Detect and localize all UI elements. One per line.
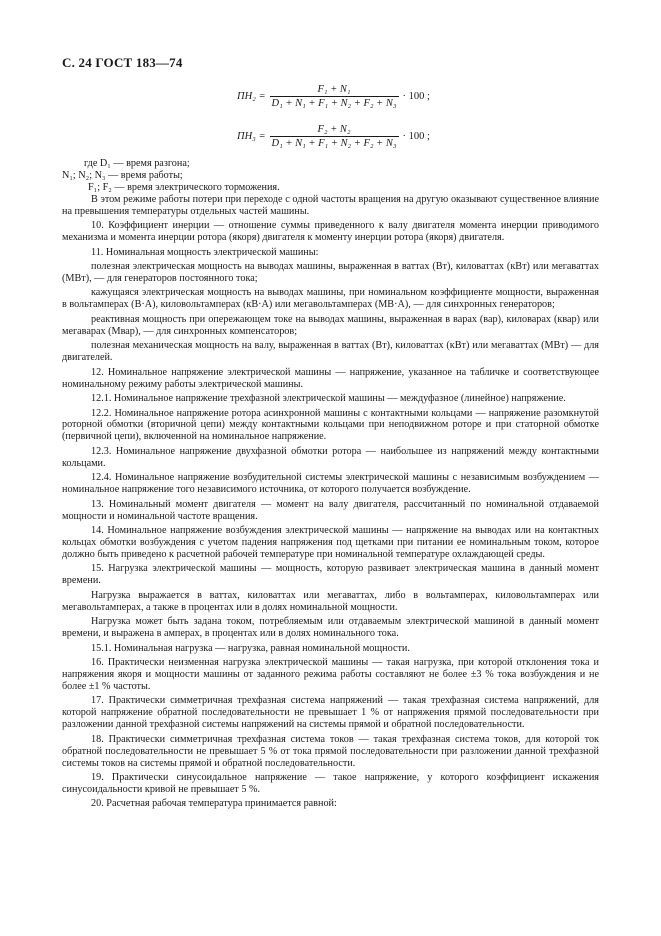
where-block	[62, 158, 599, 194]
paragraph: Нагрузка выражается в ваттах, киловаттах или мегаваттах, либо в вольтамперах, киловольтамперах или мегавольтамперах, а также в процентах или в долях номинальной мощности.	[62, 589, 599, 613]
paragraph: 12.2. Номинальное напряжение ротора асинхронной машины с контактными кольцами — напряжение разомкнутой роторной обмотки (вторичной цепи) между контактными кольцами при неподвижном роторе и при статорной обмотке (первичной цепи), включенной на номинальное напряжение.	[62, 407, 599, 443]
formula-fraction	[270, 84, 399, 109]
paragraph: 12.4. Номинальное напряжение возбудительной системы электрической машины с независимым возбуждением — номинальное напряжение того независимого источника, от которого получается возбуждение.	[62, 472, 599, 496]
where-line: где D₁ — время разгона;	[84, 158, 190, 169]
document-body	[62, 158, 599, 813]
paragraph: 17. Практически симметричная трехфазная система напряжений — такая трехфазная система напряжений, для которой напряжение обратной последовательности не превышает 1 % от напряжения прямой последовательности при разложении данной трехфазной системы напряжений на системы прямой и обратной последовательности.	[62, 695, 599, 731]
paragraph: 20. Расчетная рабочая температура принимается равной:	[91, 798, 337, 810]
page-header: С. 24 ГОСТ 183—74	[62, 55, 183, 70]
where-line: F₁; F₂ — время электрического торможения.	[88, 181, 280, 193]
paragraph: 15.1. Номинальная нагрузка — нагрузка, равная номинальной мощности.	[91, 642, 410, 654]
paragraph: Нагрузка может быть задана током, потребляемым или отдаваемым электрической машиной в данный момент времени, и выражена в амперах, в процентах или в долях номинального тока.	[62, 616, 599, 640]
where-line: N₁; N₂; N₃ — время работы;	[62, 169, 183, 181]
formula-numerator: F₁ + N₁	[317, 84, 351, 95]
paragraph-list	[62, 194, 599, 811]
paragraph: 10. Коэффициент инерции — отношение суммы приведенного к валу двигателя момента инерции приводимого механизма и момента инерции ротора (якоря) двигателя к моменту инерции ротора (якоря) двигателя.	[62, 220, 599, 244]
paragraph: полезная электрическая мощность на выводах машины, выраженная в ваттах (Вт), киловаттах (кВт) или мегаваттах (МВт), — для генераторов постоянного тока;	[62, 261, 599, 284]
paragraph: реактивная мощность при опережающем токе на выводах машины, выраженная в варах (вар), киловарах (квар) или мегаварах (Мвар), — для синхронных компенсаторов;	[62, 313, 599, 337]
formula-denominator: D₁ + N₁ + F₁ + N₂ + F₂ + N₃	[271, 98, 397, 109]
formula-numerator: F₂ + N₂	[317, 124, 351, 135]
formula-fraction	[270, 124, 399, 149]
paragraph: кажущаяся электрическая мощность на выводах машины, при номинальном коэффициенте мощности, выраженная в вольтамперах (В·А), киловольтамперах (кВ·А) или мегавольтамперах (МВ·А), — для синхронных генераторов;	[62, 287, 599, 311]
formula-lhs: ПН₃ =	[237, 131, 266, 142]
paragraph: 12.3. Номинальное напряжение двухфазной обмотки ротора — наибольшее из напряжений между контактными кольцами.	[62, 445, 599, 469]
paragraph: 15. Нагрузка электрической машины — мощность, которую развивает электрическая машина в данный момент времени.	[62, 563, 599, 587]
formula-tail: · 100 ;	[402, 91, 430, 102]
paragraph: 14. Номинальное напряжение возбуждения электрической машины — напряжение на выводах или на контактных кольцах обмотки возбуждения с учетом падения напряжения под щетками при питании ее номинальным током, которое должно быть приведено к расчетной рабочей температуре при номинальной температуре охлаждающей среды.	[62, 525, 599, 560]
formula-denominator: D₁ + N₁ + F₁ + N₂ + F₂ + N₃	[271, 138, 397, 149]
paragraph: 12. Номинальное напряжение электрической машины — напряжение, указанное на табличке и соответствующее номинальному режиму работы электрической машины.	[62, 366, 599, 390]
formula-tail: · 100 ;	[402, 131, 430, 142]
formula-lhs: ПН₂ =	[237, 91, 266, 102]
paragraph: 11. Номинальная мощность электрической машины:	[91, 246, 319, 258]
paragraph: В этом режиме работы потери при переходе с одной частоты вращения на другую оказывают существенное влияние на превышения температуры отдельных частей машины.	[62, 193, 599, 217]
paragraph: 16. Практически неизменная нагрузка электрической машины — такая нагрузка, при которой отклонения тока и напряжения якоря и мощности машины от заданного режима работы составляют не более ±3 % тока возбуждения и не более ±1 % частоты.	[62, 657, 599, 692]
paragraph: 13. Номинальный момент двигателя — момент на валу двигателя, рассчитанный по номинальной отдаваемой мощности и номинальной частоте вращения.	[62, 498, 599, 522]
paragraph: 12.1. Номинальное напряжение трехфазной электрической машины — междуфазное (линейное) напряжение.	[91, 393, 566, 405]
formula-pn2	[237, 84, 430, 109]
formula-pn3	[237, 124, 430, 149]
paragraph: 18. Практически симметричная трехфазная система токов — такая трехфазная система токов, для которой ток обратной последовательности не превышает 5 % от тока прямой последовательности при разложении данной трехфазной системы токов на системы прямой и обратной последовательности.	[62, 733, 599, 769]
paragraph: полезная механическая мощность на валу, выраженная в ваттах (Вт), киловаттах (кВт) или мегаваттах (МВт) — для двигателей.	[62, 340, 599, 364]
paragraph: 19. Практически синусоидальное напряжение — такое напряжение, у которого коэффициент искажения синусоидальности кривой не превышает 5 %.	[62, 772, 599, 795]
